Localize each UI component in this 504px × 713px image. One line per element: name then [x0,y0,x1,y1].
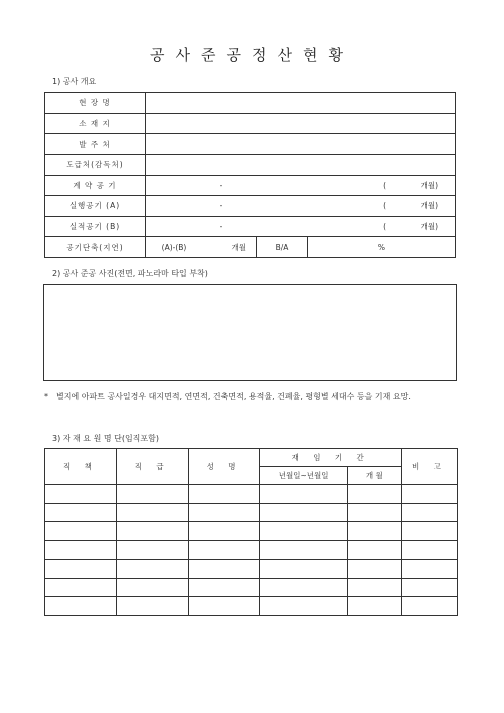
table-cell[interactable] [188,541,260,560]
months-unit: 개월) [420,180,438,190]
location-field[interactable] [146,113,456,134]
table-row [45,196,456,217]
table-row [45,237,456,258]
table-cell[interactable] [188,503,260,522]
section-1-heading: 1) 공사 개요 [52,77,97,86]
table-cell[interactable] [401,503,457,522]
shortening-label: 공기단축(지연) [45,237,146,258]
planned-period-label: 실행공기 (A) [45,196,146,217]
table-row [45,154,456,175]
table-cell[interactable] [260,485,347,504]
table-cell[interactable] [116,541,188,560]
header-remarks: 비 고 [401,449,457,485]
shortening-months-cell[interactable] [146,237,257,258]
table-cell[interactable] [260,559,347,578]
table-cell[interactable] [45,559,117,578]
client-label: 발 주 처 [45,134,146,155]
table-row[interactable] [45,503,458,522]
table-cell[interactable] [188,559,260,578]
contract-period-label: 계 약 공 기 [45,175,146,196]
percent-unit: % [377,242,386,252]
site-name-field[interactable] [146,93,456,114]
header-name: 성 명 [188,449,260,485]
table-cell[interactable] [401,541,457,560]
table-cell[interactable] [401,559,457,578]
header-months: 개 월 [347,467,401,485]
table-cell[interactable] [401,522,457,541]
table-cell[interactable] [347,597,401,616]
table-row[interactable] [45,522,458,541]
table-row[interactable] [45,578,458,597]
table-cell[interactable] [347,485,401,504]
paren-open: ( [383,222,386,232]
paren-open: ( [383,201,386,211]
table-cell[interactable] [45,578,117,597]
table-cell[interactable] [116,485,188,504]
ratio-percent-cell[interactable] [308,237,456,258]
staff-table [44,448,458,616]
table-row[interactable] [45,541,458,560]
date-range-dash: - [219,180,223,190]
months-unit: 개월) [420,201,438,211]
planned-period-field[interactable] [146,196,456,217]
table-cell[interactable] [45,503,117,522]
section-2-heading: 2) 공사 준공 사진(전면, 파노라마 타입 부착) [52,269,208,278]
table-row [45,93,456,114]
table-cell[interactable] [116,503,188,522]
table-cell[interactable] [116,578,188,597]
table-row [45,113,456,134]
table-cell[interactable] [347,541,401,560]
table-cell[interactable] [116,522,188,541]
date-range-dash: - [219,201,223,211]
table-cell[interactable] [188,522,260,541]
months-unit: 개월 [231,242,246,252]
header-dates: 년월일~년월일 [260,467,347,485]
note-bullet: * [44,392,48,401]
formula-text: (A)-(B) [161,242,187,252]
contract-period-field[interactable] [146,175,456,196]
table-row[interactable] [45,485,458,504]
page-title: 공사준공정산현황 [150,46,354,64]
header-rank: 직 급 [116,449,188,485]
photo-attachment-area[interactable] [43,284,457,381]
table-row[interactable] [45,559,458,578]
note-text: 별지에 아파트 공사일경우 대지면적, 연면적, 건축면적, 용적율, 건폐율, 평형별 세대수 등을 기재 요망. [56,392,411,401]
table-header-row [45,449,458,467]
actual-period-label: 실적공기 (B) [45,216,146,237]
table-cell[interactable] [188,597,260,616]
table-cell[interactable] [260,503,347,522]
contractor-field[interactable] [146,154,456,175]
months-unit: 개월) [420,222,438,232]
table-cell[interactable] [347,559,401,578]
table-cell[interactable] [260,541,347,560]
actual-period-field[interactable] [146,216,456,237]
table-cell[interactable] [116,597,188,616]
table-row [45,216,456,237]
ratio-label: B/A [257,237,308,258]
table-cell[interactable] [260,578,347,597]
table-cell[interactable] [260,522,347,541]
site-name-label: 현 장 명 [45,93,146,114]
table-cell[interactable] [45,485,117,504]
table-cell[interactable] [45,522,117,541]
table-cell[interactable] [347,522,401,541]
table-row [45,175,456,196]
paren-open: ( [383,180,386,190]
header-period: 재 임 기 간 [260,449,401,467]
table-cell[interactable] [116,559,188,578]
table-cell[interactable] [188,578,260,597]
table-cell[interactable] [401,578,457,597]
table-row [45,134,456,155]
location-label: 소 재 지 [45,113,146,134]
header-position: 직 책 [45,449,117,485]
date-range-dash: - [219,222,223,232]
table-cell[interactable] [401,597,457,616]
table-cell[interactable] [45,541,117,560]
client-field[interactable] [146,134,456,155]
table-row[interactable] [45,597,458,616]
table-cell[interactable] [401,485,457,504]
table-cell[interactable] [347,503,401,522]
note [44,388,464,405]
table-cell[interactable] [347,578,401,597]
section-3-heading: 3) 자 재 요 원 명 단(임직포함) [52,434,159,443]
table-cell[interactable] [188,485,260,504]
table-cell[interactable] [45,597,117,616]
overview-table [44,92,456,258]
table-cell[interactable] [260,597,347,616]
contractor-label: 도급처(감독처) [45,154,146,175]
